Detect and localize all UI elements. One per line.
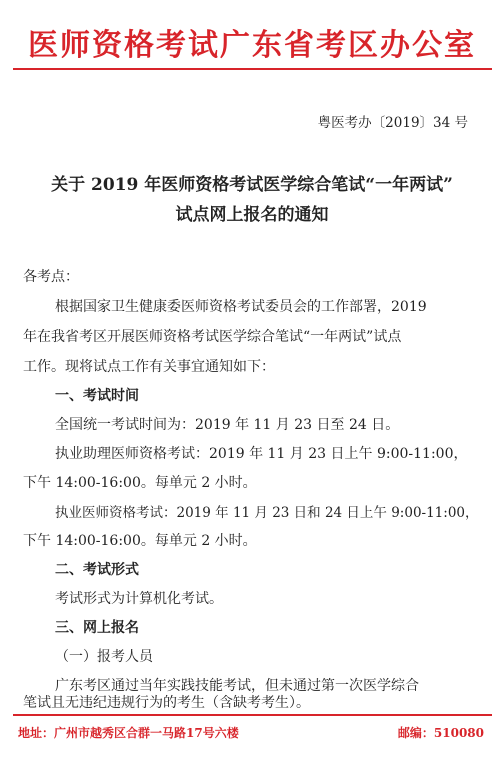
paragraph-line: 广东考区通过当年实践技能考试，但未通过第一次医学综合 (55, 678, 419, 694)
intro-line: 根据国家卫生健康委医师资格考试委员会的工作部署，2019 (55, 299, 427, 315)
subsection-heading: （一）报考人员 (55, 649, 153, 665)
footer-postcode: 邮编：510080 (397, 726, 484, 740)
office-letterhead-title: 医师资格考试广东省考区办公室 (28, 28, 476, 63)
paragraph-line: 考试形式为计算机化考试。 (55, 591, 223, 607)
intro-line: 年在我省考区开展医师资格考试医学综合笔试“一年两试”试点 (23, 329, 402, 345)
letterhead-red-rule (13, 68, 492, 70)
salutation: 各考点： (23, 269, 79, 285)
notice-title-line2: 试点网上报名的通知 (175, 205, 329, 225)
paragraph-line: 全国统一考试时间为：2019 年 11 月 23 日至 24 日。 (55, 417, 400, 433)
section-heading-exam-format: 二、考试形式 (55, 562, 139, 578)
footer-address: 地址：广州市越秀区合群一马路17号六楼 (18, 726, 239, 740)
section-heading-online-registration: 三、网上报名 (55, 620, 139, 636)
paragraph-line: 执业医师资格考试：2019 年 11 月 23 日和 24 日上午 9:00-11:00， (55, 505, 479, 521)
intro-line: 工作。现将试点工作有关事宜通知如下： (23, 359, 275, 375)
paragraph-line: 下午 14:00-16:00。每单元 2 小时。 (23, 475, 257, 491)
document-number: 粤医考办〔2019〕34 号 (317, 115, 468, 131)
paragraph-line: 笔试且无违纪违规行为的考生（含缺考考生）。 (23, 695, 310, 711)
footer-red-rule (13, 714, 492, 716)
paragraph-line: 执业助理医师资格考试：2019 年 11 月 23 日上午 9:00-11:00， (55, 446, 468, 462)
section-heading-exam-time: 一、考试时间 (55, 388, 139, 404)
notice-title-line1: 关于 2019 年医师资格考试医学综合笔试“一年两试” (51, 175, 453, 195)
paragraph-line: 下午 14:00-16:00。每单元 2 小时。 (23, 533, 257, 549)
